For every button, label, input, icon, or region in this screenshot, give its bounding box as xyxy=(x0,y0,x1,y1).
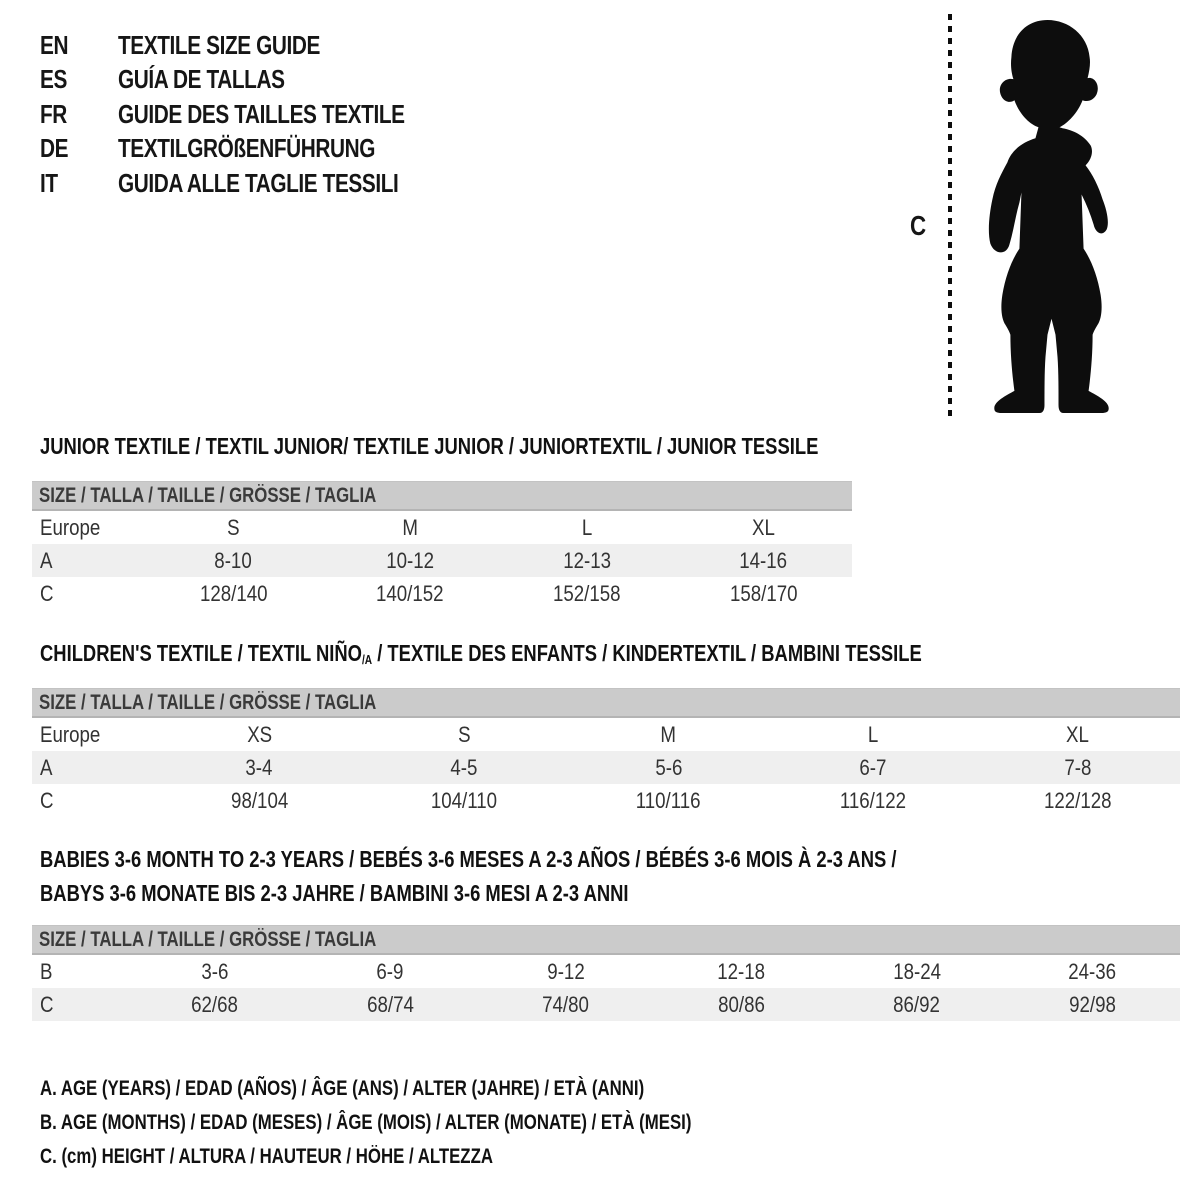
table-cell: 9-12 xyxy=(547,958,585,984)
table-row xyxy=(32,751,1180,784)
table-cell: 6-9 xyxy=(376,958,404,984)
legend-line-a xyxy=(40,1072,854,1106)
row-label: C xyxy=(40,580,54,606)
table-cell: 10-12 xyxy=(386,547,435,573)
table-column-header: M xyxy=(660,721,677,747)
size-table-babies xyxy=(32,925,1180,1021)
table-cell: 86/92 xyxy=(893,991,941,1017)
table-row xyxy=(32,988,1180,1021)
row-label: A xyxy=(40,547,53,573)
table-column-header: L xyxy=(581,514,593,540)
size-table-junior xyxy=(32,481,852,610)
table-column-header: XL xyxy=(752,514,776,540)
section-title-children xyxy=(40,640,1142,667)
language-code: DE xyxy=(40,133,69,164)
babies-title-line-1 xyxy=(40,846,1111,873)
table-column-row xyxy=(32,718,1180,751)
table-cell: 110/116 xyxy=(636,787,701,813)
table-row xyxy=(32,544,852,577)
language-code: FR xyxy=(40,98,67,129)
table-column-header: XL xyxy=(1066,721,1090,747)
language-row xyxy=(40,97,476,132)
table-cell: 6-7 xyxy=(859,754,887,780)
size-header-row xyxy=(32,481,852,511)
table-cell: 24-36 xyxy=(1068,958,1117,984)
row-label: A xyxy=(40,754,53,780)
table-body xyxy=(32,955,1180,1021)
table-column-header: Europe xyxy=(40,514,101,540)
table-cell: 104/110 xyxy=(430,787,498,813)
table-cell: 68/74 xyxy=(366,991,414,1017)
legend-line-c-text: C. (cm) HEIGHT / ALTURA / HAUTEUR / HÖHE / ALTEZZA xyxy=(40,1145,493,1168)
table-cell: 92/98 xyxy=(1068,991,1116,1017)
table-cell: 80/86 xyxy=(717,991,765,1017)
language-code: IT xyxy=(40,167,58,198)
table-cell: 14-16 xyxy=(739,547,788,573)
size-table-children xyxy=(32,688,1180,817)
size-header-row xyxy=(32,925,1180,955)
table-cell: 62/68 xyxy=(191,991,239,1017)
table-row xyxy=(32,784,1180,817)
children-title-pre: CHILDREN'S TEXTILE / TEXTIL NIÑO xyxy=(40,640,362,666)
table-cell: 5-6 xyxy=(654,754,683,780)
size-header-label: SIZE / TALLA / TAILLE / GRÖSSE / TAGLIA xyxy=(39,927,377,951)
table-body xyxy=(32,718,1180,817)
language-row xyxy=(40,28,476,63)
table-cell: 12-13 xyxy=(562,547,611,573)
toddler-silhouette-icon xyxy=(962,12,1140,418)
table-column-header: M xyxy=(402,514,418,540)
children-title-sub: /A xyxy=(361,652,373,667)
section-title-junior-text: JUNIOR TEXTILE / TEXTIL JUNIOR/ TEXTILE JUNIOR / JUNIORTEXTIL / JUNIOR TESSILE xyxy=(40,433,819,459)
legend-line-a-text: A. AGE (YEARS) / EDAD (AÑOS) / ÂGE (ANS) / ALTER (JAHRE) / ETÀ (ANNI) xyxy=(40,1077,645,1100)
table-cell: 4-5 xyxy=(450,754,478,780)
table-cell: 140/152 xyxy=(376,580,444,606)
table-cell: 74/80 xyxy=(542,991,590,1017)
legend-block xyxy=(40,1072,854,1174)
row-label: B xyxy=(40,958,53,984)
table-cell: 3-4 xyxy=(245,754,273,780)
babies-title-line-2-text: BABYS 3-6 MONATE BIS 2-3 JAHRE / BAMBINI 3-6 MESI A 2-3 ANNI xyxy=(40,880,629,906)
legend-line-b xyxy=(40,1106,854,1140)
legend-line-b-text: B. AGE (MONTHS) / EDAD (MESES) / ÂGE (MOIS) / ALTER (MONATE) / ETÀ (MESI) xyxy=(40,1111,692,1134)
language-title-block xyxy=(40,28,476,201)
table-cell: 158/170 xyxy=(729,580,798,606)
legend-line-c xyxy=(40,1140,854,1174)
babies-title-line-1-text: BABIES 3-6 MONTH TO 2-3 YEARS / BEBÉS 3-6 MESES A 2-3 AÑOS / BÉBÉS 3-6 MOIS À 2-3 ANS / xyxy=(40,846,897,872)
language-row xyxy=(40,63,476,98)
table-cell: 12-18 xyxy=(717,958,766,984)
height-measure-label: C xyxy=(910,210,927,241)
row-label: C xyxy=(40,991,54,1017)
table-cell: 3-6 xyxy=(201,958,229,984)
babies-title-line-2 xyxy=(40,880,776,907)
table-column-header: L xyxy=(867,721,879,747)
children-title-post: / TEXTILE DES ENFANTS / KINDERTEXTIL / BAMBINI TESSILE xyxy=(372,640,922,666)
height-dashed-line xyxy=(948,14,952,418)
table-cell: 128/140 xyxy=(199,580,268,606)
table-row xyxy=(32,955,1180,988)
size-header-label: SIZE / TALLA / TAILLE / GRÖSSE / TAGLIA xyxy=(39,483,377,507)
table-row xyxy=(32,577,852,610)
section-title-junior xyxy=(40,433,1013,460)
size-header-label: SIZE / TALLA / TAILLE / GRÖSSE / TAGLIA xyxy=(39,690,377,714)
table-cell: 8-10 xyxy=(214,547,253,573)
table-column-header: S xyxy=(457,721,471,747)
language-label: TEXTILE SIZE GUIDE xyxy=(118,29,320,60)
table-cell: 18-24 xyxy=(892,958,941,984)
row-label: C xyxy=(40,787,54,813)
table-column-header: Europe xyxy=(40,721,101,747)
table-cell: 152/158 xyxy=(553,580,621,606)
table-body xyxy=(32,511,852,610)
language-label: GUIDA ALLE TAGLIE TESSILI xyxy=(118,167,399,198)
table-column-header: XS xyxy=(246,721,272,747)
table-cell: 98/104 xyxy=(230,787,288,813)
table-cell: 122/128 xyxy=(1043,787,1112,813)
language-row xyxy=(40,132,476,167)
table-cell: 7-8 xyxy=(1064,754,1092,780)
table-cell: 116/122 xyxy=(839,787,907,813)
language-code: EN xyxy=(40,29,69,60)
language-label: TEXTILGRÖßENFÜHRUNG xyxy=(118,133,376,164)
table-column-row xyxy=(32,511,852,544)
language-label: GUIDE DES TAILLES TEXTILE xyxy=(118,98,405,129)
size-header-row xyxy=(32,688,1180,718)
language-label: GUÍA DE TALLAS xyxy=(118,64,285,95)
table-column-header: S xyxy=(227,514,240,540)
language-row xyxy=(40,166,476,201)
language-code: ES xyxy=(40,64,67,95)
